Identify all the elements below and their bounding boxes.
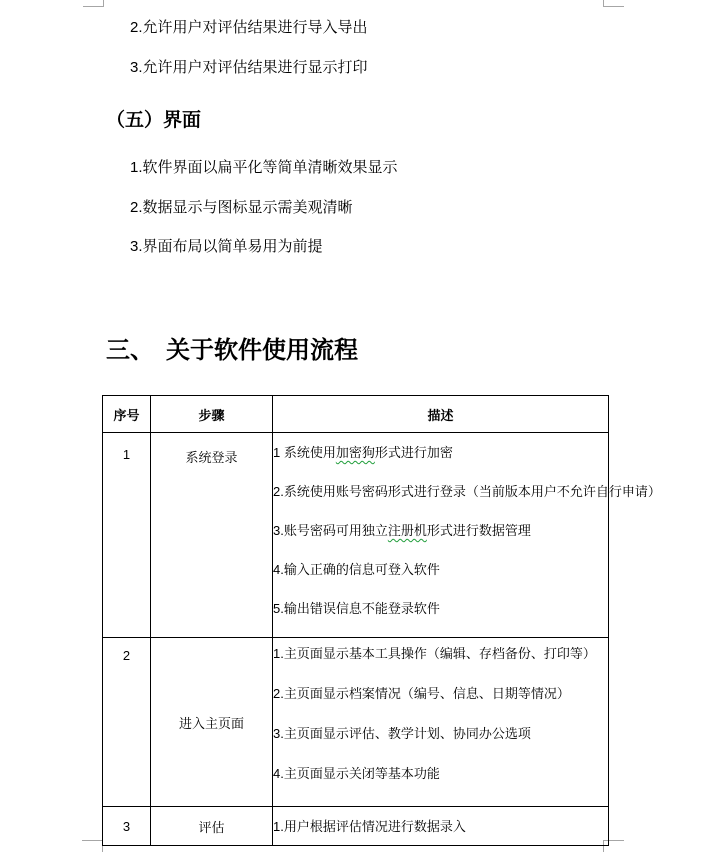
- desc-item: [273, 523, 608, 538]
- desc-text: 1.用户根据评估情况进行数据录入: [273, 818, 466, 834]
- desc-text: 4.输入正确的信息可登入软件: [273, 562, 440, 577]
- cell-seq: 1: [103, 433, 151, 638]
- list-item-print: 3.允许用户对评估结果进行显示打印: [130, 59, 368, 76]
- cell-desc: [273, 638, 609, 807]
- list-item-flat-ui: 1.软件界面以扁平化等简单清晰效果显示: [130, 159, 398, 176]
- section-heading-usage-flow: [106, 330, 358, 365]
- column-header-seq: 序号: [103, 396, 151, 433]
- cell-step: 评估: [151, 807, 273, 846]
- grammar-squiggle: 注册机: [387, 523, 427, 538]
- text-boundary-mark-top-right: [603, 0, 624, 7]
- desc-text: 5.输出错误信息不能登录软件: [273, 601, 440, 616]
- desc-text: 2.系统使用账号密码形式进行登录（当前版本用户不允许自行申请）: [273, 484, 661, 499]
- cell-step: 系统登录: [151, 433, 273, 638]
- list-item-data-view: 2.数据显示与图标显示需美观清晰: [130, 199, 353, 216]
- cell-seq: 3: [103, 807, 151, 846]
- section-heading-interface: （五）界面: [106, 110, 202, 131]
- desc-text: 2.主页面显示档案情况（编号、信息、日期等情况）: [273, 686, 570, 701]
- desc-text: 1.主页面显示基本工具操作（编辑、存档备份、打印等）: [273, 646, 596, 661]
- table-row: [103, 807, 609, 846]
- desc-item: [273, 766, 608, 781]
- desc-item: [273, 562, 608, 577]
- desc-text: 4.主页面显示关闭等基本功能: [273, 766, 440, 781]
- heading-text: 关于软件使用流程: [166, 337, 358, 364]
- grammar-squiggle: 加密狗: [335, 445, 375, 460]
- column-header-step: 步骤: [151, 396, 273, 433]
- desc-item: [273, 819, 608, 834]
- usage-flow-table: [102, 395, 661, 846]
- desc-item: [273, 601, 608, 616]
- desc-item: [273, 445, 608, 460]
- heading-number: 三、: [106, 337, 154, 364]
- column-header-desc: 描述: [273, 396, 609, 433]
- cell-desc: [273, 807, 609, 846]
- desc-text: 形式进行加密: [374, 445, 453, 460]
- table-header-row: [103, 396, 609, 433]
- text-boundary-mark-bottom-left: [82, 840, 103, 852]
- cell-step: 进入主页面: [151, 638, 273, 807]
- cell-seq: 2: [103, 638, 151, 807]
- text-boundary-mark-top-left: [83, 0, 104, 7]
- desc-item: [273, 484, 661, 499]
- desc-text: 3.主页面显示评估、教学计划、协同办公选项: [273, 726, 531, 741]
- list-item-export: 2.允许用户对评估结果进行导入导出: [130, 19, 368, 36]
- desc-text: 3.账号密码可用独立: [273, 523, 388, 538]
- table-row: [103, 433, 609, 638]
- table-row: [103, 638, 609, 807]
- cell-desc: [273, 433, 661, 638]
- desc-text: 形式进行数据管理: [426, 523, 531, 538]
- list-item-layout: 3.界面布局以简单易用为前提: [130, 238, 323, 255]
- desc-text: 1 系统使用: [273, 445, 336, 460]
- desc-item: [273, 686, 608, 701]
- desc-item: [273, 646, 608, 661]
- desc-item: [273, 726, 608, 741]
